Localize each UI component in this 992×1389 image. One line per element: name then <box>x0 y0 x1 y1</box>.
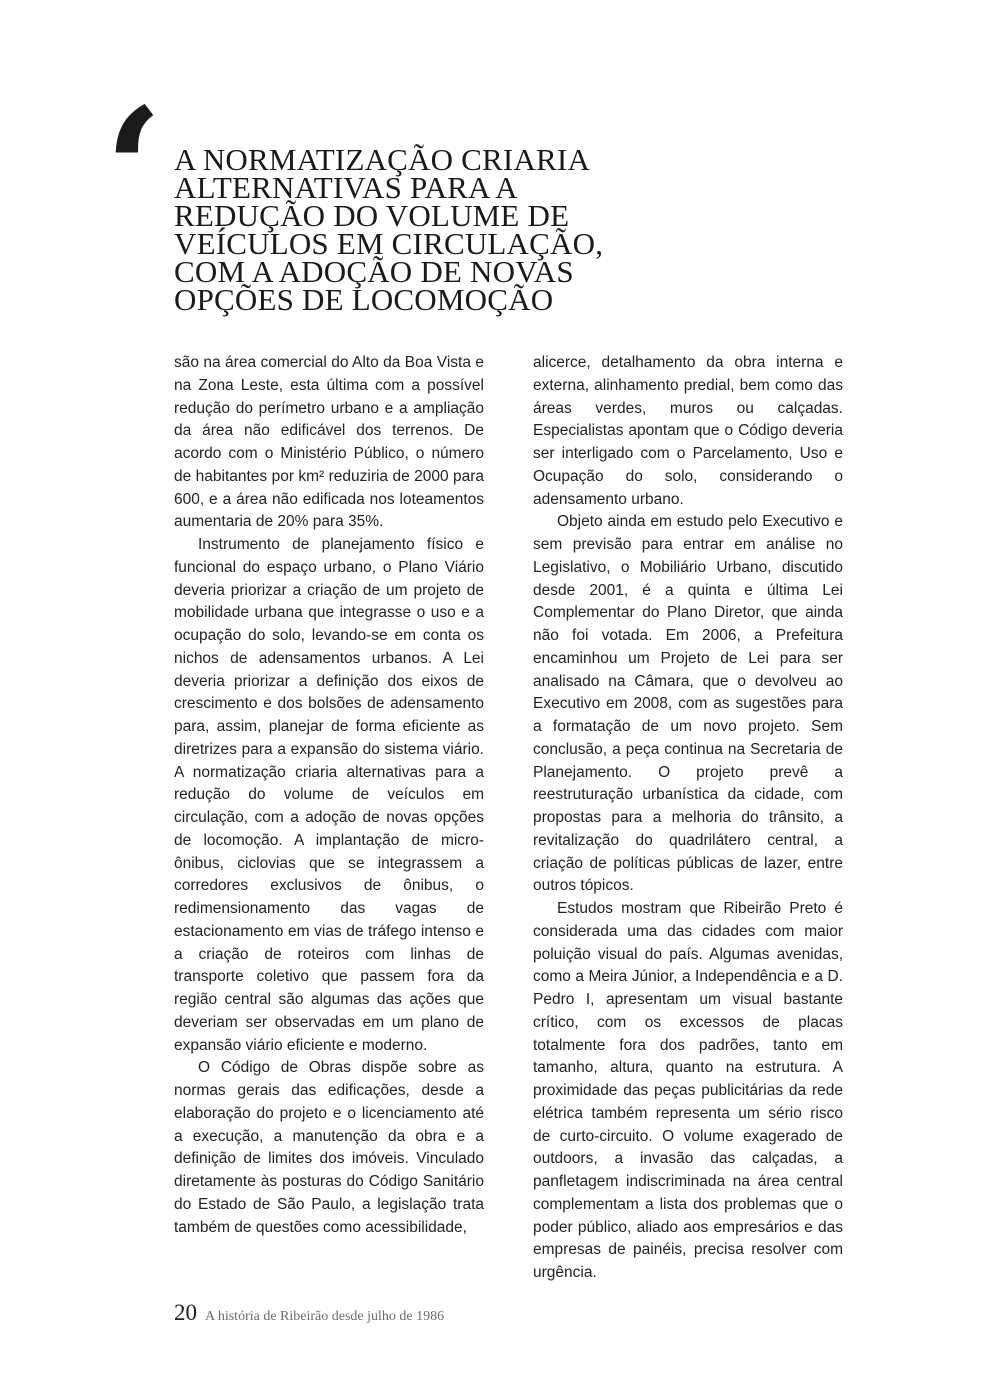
pull-quote <box>174 142 644 317</box>
body-paragraph: são na área comercial do Alto da Boa Vista e na Zona Leste, esta última com a possível redução do perímetro urbano e a ampliação da área não edificável dos terrenos. De acordo com o Ministério Público, o número de habitantes por km² reduziria de 2000 para 600, e a área não edificada nos loteamentos aumentaria de 20% para 35%. <box>174 354 484 531</box>
body-paragraph: Estudos mostram que Ribeirão Preto é considerada uma das cidades com maior poluição visual do país. Algumas avenidas, como a Meira Júnior, a Independência e a D. Pedro I, apresentam um visual bastante crítico, com os excessos de placas totalmente fora dos padrões, tanto em tamanho, altura, quanto na estrutura. A proximidade das peças publicitárias da rede elétrica também representa um sério risco de curto-circuito. O volume exagerado de outdoors, a invasão das calçadas, a panfletagem indiscriminada na área central complementam a lista dos problemas que o poder público, aliado aos empresários e das empresas de painéis, precisa resolver com urgência. <box>533 900 843 1281</box>
pull-quote-line: ALTERNATIVAS PARA A <box>174 170 518 205</box>
right-text-column <box>533 352 843 1285</box>
quote-mark-icon: ‘ <box>104 71 164 271</box>
pull-quote-line: REDUÇÃO DO VOLUME DE <box>174 198 570 233</box>
body-paragraph: Objeto ainda em estudo pelo Executivo e sem previsão para entrar em análise no Legislativo, o Mobiliário Urbano, discutido desde 2001, é a quinta e última Lei Complementar do Plano Diretor, que ainda não foi votada. Em 2006, a Prefeitura encaminhou um Projeto de Lei para ser analisado na Câmara, que o devolveu ao Executivo em 2008, com as sugestões para a formatação de um novo projeto. Sem conclusão, a peça continua na Secretaria de Planejamento. O projeto prevê a reestruturação urbanística da cidade, com propostas para a melhoria do trânsito, a revitalização do quadrilátero central, a criação de políticas públicas de lazer, entre outros tópicos. <box>533 513 843 895</box>
pull-quote-line: A NORMATIZAÇÃO CRIARIA <box>174 142 591 177</box>
body-paragraph: alicerce, detalhamento da obra interna e externa, alinhamento predial, bem como das áreas verdes, muros ou calçadas. Especialistas apontam que o Código deveria ser interligado com o Parcelamento, Uso e Ocupação do solo, considerando o adensamento urbano. <box>533 354 843 508</box>
pull-quote-line: VEÍCULOS EM CIRCULAÇÃO, <box>174 226 604 261</box>
left-text-column <box>174 352 484 1239</box>
page-number: 20 <box>174 1300 197 1325</box>
page-footer <box>174 1300 444 1326</box>
body-paragraph: O Código de Obras dispõe sobre as normas gerais das edificações, desde a elaboração do projeto e o licenciamento até a execução, a manutenção da obra e a definição de limites dos imóveis. Vinculado diretamente às posturas do Código Sanitário do Estado de São Paulo, a legislação trata também de questões como acessibilidade, <box>174 1059 484 1236</box>
pull-quote-line: OPÇÕES DE LOCOMOÇÃO <box>174 282 554 317</box>
body-paragraph: Instrumento de planejamento físico e funcional do espaço urbano, o Plano Viário deveria priorizar a criação de um projeto de mobilidade urbana que integrasse o uso e a ocupação do solo, levando-se em conta os nichos de adensamentos urbanos. A Lei deveria priorizar a definição dos eixos de crescimento e dos bolsões de adensamento para, assim, planejar de forma eficiente as diretrizes para a expansão do sistema viário. A normatização criaria alternativas para a redução do volume de veículos em circulação, com a adoção de novas opções de locomoção. A implantação de micro-ônibus, ciclovias que se integrassem a corredores exclusivos de ônibus, o redimensionamento das vagas de estacionamento em vias de tráfego intenso e a criação de roteiros com linhas de transporte coletivo que passem fora da região central são algumas das ações que deveriam ser observadas em um plano de expansão viário eficiente e moderno. <box>174 536 484 1054</box>
pull-quote-line: COM A ADOÇÃO DE NOVAS <box>174 254 574 289</box>
running-title: A história de Ribeirão desde julho de 1986 <box>205 1309 445 1324</box>
